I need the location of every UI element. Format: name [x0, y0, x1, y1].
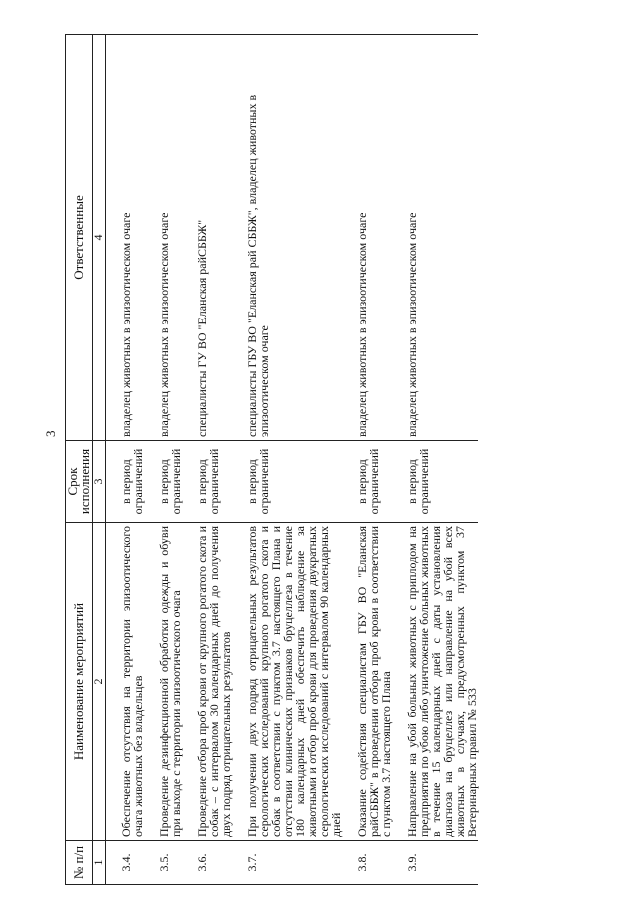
header-name: Наименование мероприятий: [66, 523, 93, 841]
row-responsible: владелец животных в эпизоотическом очаге: [120, 35, 144, 441]
header-term: Срок исполнения: [66, 441, 93, 523]
row-term: в период ограничений: [120, 441, 144, 523]
table-row: [120, 35, 144, 885]
row-number: 3.4.: [120, 841, 144, 885]
row-term: в период ограничений: [406, 441, 478, 523]
table-row: [246, 35, 342, 885]
row-responsible: владелец животных в эпизоотическом очаге: [356, 35, 392, 441]
row-measure: Проведение отбора проб крови от крупного рогатого скота и собак – с интервалом 30 календарных дней до получения двух подряд отрицательных результатов: [196, 523, 232, 841]
header-responsible: Ответственные: [66, 35, 93, 441]
row-responsible: специалисты ГУ ВО "Еланская райСББЖ": [196, 35, 232, 441]
row-term: в период ограничений: [196, 441, 232, 523]
row-term: в период ограничений: [158, 441, 182, 523]
row-measure: Оказание содействия специалистам ГБУ ВО "Еланская райСББЖ" в проведении отбора проб крови в соответствии с пунктом 3.7 настоящего Плана: [356, 523, 392, 841]
row-responsible: специалисты ГБУ ВО "Еланская рай СББЖ", владелец животных в эпизоотическом очаге: [246, 35, 342, 441]
row-number: 3.7.: [246, 841, 342, 885]
rotated-table-area: [65, 35, 590, 885]
table-row: [406, 35, 478, 885]
row-number: 3.8.: [356, 841, 392, 885]
column-number: 4: [93, 35, 106, 441]
row-measure: Направление на убой больных животных с приплодом на предприятия по убою либо уничтожение больных животных в течение 15 календарных дней с даты установления диагноза на бруцеллез или направление на убой всех животных в случаях, предусмотренных пунктом 37 Ветеринарных правил № 533: [406, 523, 478, 841]
row-number: 3.9.: [406, 841, 478, 885]
row-number: 3.6.: [196, 841, 232, 885]
row-number: 3.5.: [158, 841, 182, 885]
row-measure: Проведение дезинфекционной обработки одежды и обуви при выходе с территории эпизоотического очага: [158, 523, 182, 841]
row-term: в период ограничений: [246, 441, 342, 523]
table-header-row: [66, 35, 93, 885]
header-num: № п/п: [66, 841, 93, 885]
row-responsible: владелец животных в эпизоотическом очаге: [158, 35, 182, 441]
page-number: 3: [43, 430, 58, 437]
column-number: 3: [93, 441, 106, 523]
table-row: [196, 35, 232, 885]
column-number-row: [93, 35, 106, 885]
table-row: [356, 35, 392, 885]
column-number: 1: [93, 841, 106, 885]
row-term: в период ограничений: [356, 441, 392, 523]
row-responsible: владелец животных в эпизоотическом очаге: [406, 35, 478, 441]
row-measure: При получении двух подряд отрицательных результатов серологических исследований крупного рогатого скота и собак в соответствии с пунктом 3.7 настоящего Плана и отсутствии клинических признаков бруцеллеза в течение 180 календарных дней обеспечить наблюдение за животными и отбор проб крови для проведения двукратных серологических исследований с интервалом 90 календарных дней: [246, 523, 342, 841]
table-row: [158, 35, 182, 885]
measures-table: [65, 34, 478, 885]
column-number: 2: [93, 523, 106, 841]
row-measure: Обеспечение отсутствия на территории эпизоотического очага животных без владельцев: [120, 523, 144, 841]
